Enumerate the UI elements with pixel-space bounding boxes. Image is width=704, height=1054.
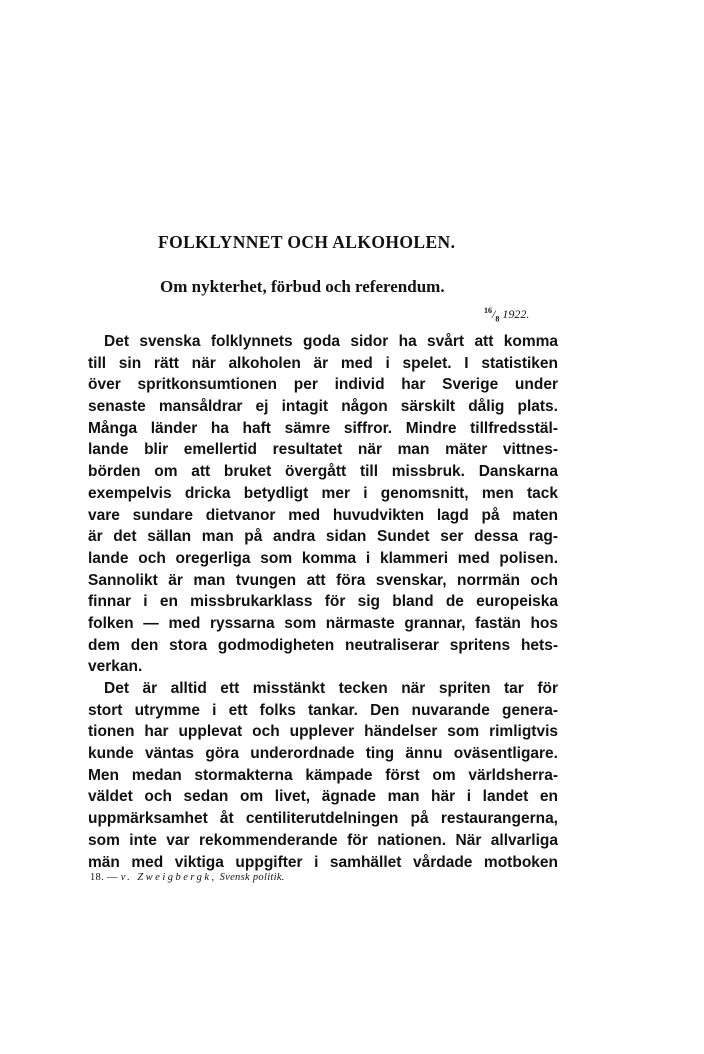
paragraph-2 <box>88 678 558 873</box>
text-line: stort utrymme i ett folks tankar. Den nuvarande genera- <box>88 701 558 719</box>
text-line: lande och oregerliga som komma i klammeri med polisen. <box>88 549 558 567</box>
text-line: vare sundare dietvanor med huvudvikten lagd på maten <box>88 506 558 524</box>
text-line: lande blir emellertid resultatet när man mäter vittnes- <box>88 441 558 459</box>
chapter-title: FOLKLYNNET OCH ALKOHOLEN. <box>158 232 456 252</box>
footer-work: Svensk politik. <box>219 872 285 883</box>
text-line: folken — med ryssarna som närmaste grannar, fastän hos <box>88 614 558 632</box>
page-signature <box>90 872 285 883</box>
date-month: 8 <box>495 314 500 324</box>
date-year: 1922. <box>502 307 530 321</box>
date-day: 16 <box>484 306 492 315</box>
text-line: är det sällan man på andra sidan Sundet ser dessa rag- <box>88 528 558 546</box>
text-line: börden om att bruket övergått till missbruk. Danskarna <box>88 463 558 481</box>
text-line: till sin rätt när alkoholen är med i spelet. I statistiken <box>88 354 558 372</box>
paragraph-1 <box>88 331 558 678</box>
text-line: uppmärksamhet åt centiliterutdelningen på restaurangerna, <box>88 810 558 828</box>
text-line: tionen har upplevat och upplever händelser som rimligtvis <box>88 723 558 741</box>
text-line: kunde väntas göra underordnade ting ännu oväsentligare. <box>88 745 558 763</box>
body-text <box>88 331 558 873</box>
text-line: Men medan stormakterna kämpade först om världsherra- <box>88 766 558 784</box>
text-line: Många länder ha haft sämre siffror. Mindre tillfredsstäl- <box>88 419 558 437</box>
text-line: Sannolikt är man tvungen att föra svenskar, norrmän och <box>88 571 558 589</box>
signature-number: 18. — <box>90 872 118 883</box>
text-line: som inte var rekommenderande för nationen. När allvarliga <box>88 831 558 849</box>
chapter-subtitle: Om nykterhet, förbud och referendum. <box>160 277 445 296</box>
text-line: väldet och sedan om livet, ägnade man här i landet en <box>88 788 558 806</box>
text-line: verkan. <box>88 658 143 676</box>
text-line: över spritkonsumtionen per individ har Sverige under <box>88 376 558 394</box>
text-line: män med viktiga uppgifter i samhället vårdade motboken <box>88 853 558 871</box>
text-line: exempelvis dricka betydligt mer i genomsnitt, men tack <box>88 484 558 502</box>
text-line: dem den stora godmodigheten neutraliserar spritens hets- <box>88 636 558 654</box>
chapter-date: $^{16}/_8$ 1922. <box>484 306 530 324</box>
text-line: finnar i en missbrukarklass för sig bland de europeiska <box>88 593 558 611</box>
text-line: Det är alltid ett misstänkt tecken när spriten tar för <box>104 680 558 697</box>
text-line: Det svenska folklynnets goda sidor ha svårt att komma <box>104 333 558 350</box>
text-line: senaste mansåldrar ej intagit någon särskilt dålig plats. <box>88 398 558 416</box>
footer-author: v. Zweigbergk, <box>120 872 217 883</box>
